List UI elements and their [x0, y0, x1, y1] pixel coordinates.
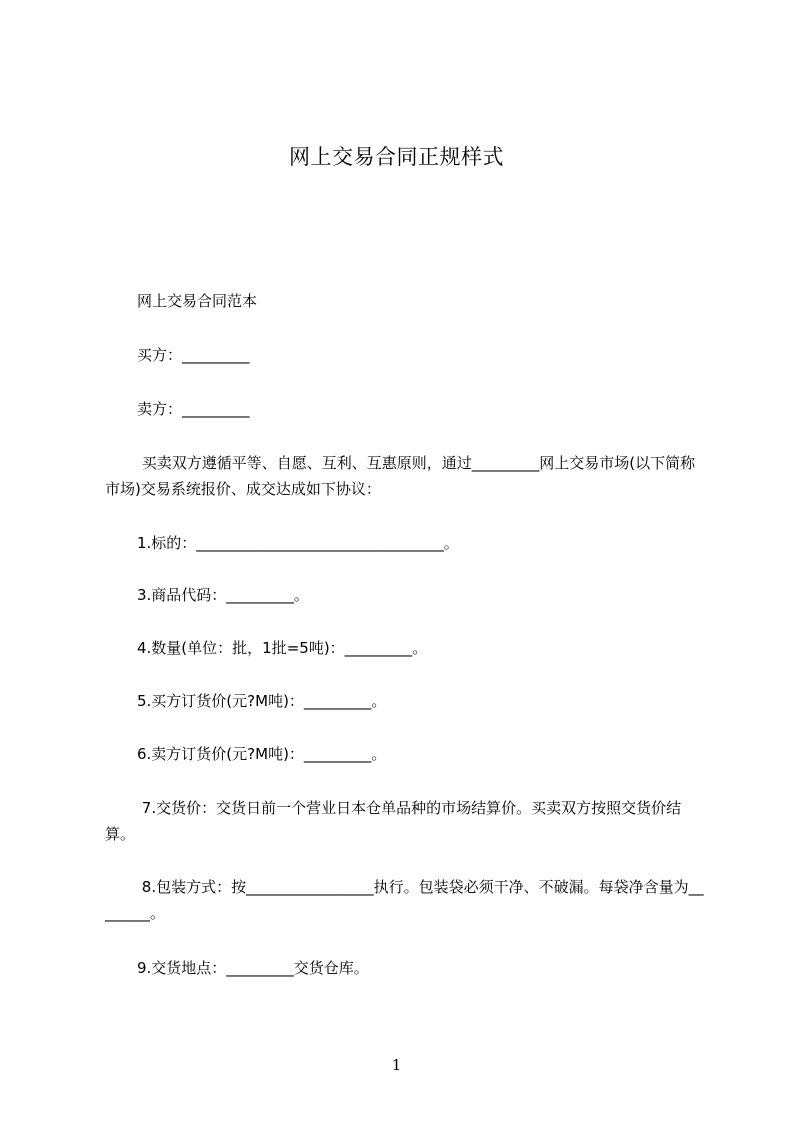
- seller-field: 卖方：_________: [137, 400, 250, 418]
- buyer-field: 买方：_________: [137, 346, 250, 364]
- clause-seller-price: 6.卖方订货价(元?M吨)：_________。: [137, 745, 387, 763]
- clause-delivery-price: 7.交货价：交货日前一个营业日本仓单品种的市场结算价。买卖双方按照交货价结算。: [105, 799, 682, 843]
- agreement-intro-paragraph: 买卖双方遵循平等、自愿、互利、互惠原则，通过_________网上交易市场(以下简称市场)交易系统报价、成交达成如下协议：: [105, 454, 696, 498]
- clause-subject: 1.标的：_________________________________。: [137, 534, 459, 552]
- subtitle-paragraph: 网上交易合同范本: [137, 292, 258, 310]
- page-title: 网上交易合同正规样式: [289, 145, 504, 169]
- page-number: 1: [391, 1056, 402, 1074]
- clause-delivery-location: 9.交货地点：_________交货仓库。: [137, 959, 369, 977]
- clause-buyer-price: 5.买方订货价(元?M吨)：_________。: [137, 692, 387, 710]
- clause-packaging: 8.包装方式：按_________________执行。包装袋必须干净、不破漏。每袋净含量为________。: [105, 878, 704, 922]
- clause-product-code: 3.商品代码：_________。: [137, 586, 309, 604]
- clause-quantity: 4.数量(单位：批，1批=5吨)：_________。: [137, 639, 428, 657]
